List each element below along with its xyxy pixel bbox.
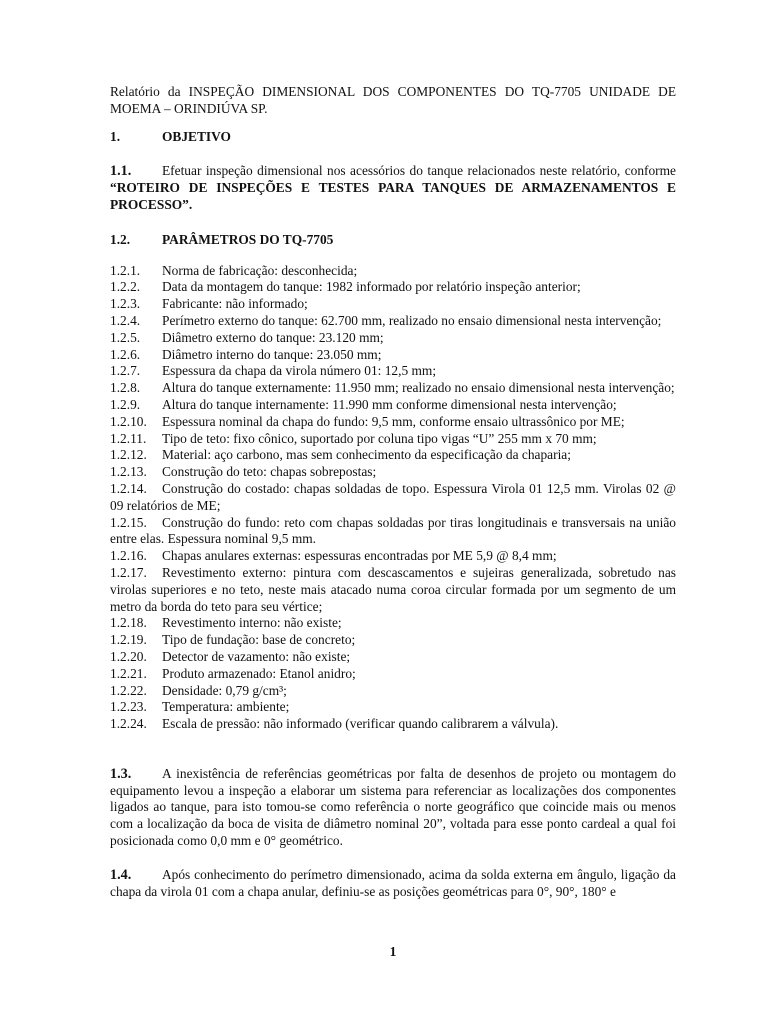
parameter-item — [110, 447, 676, 464]
paragraph-1-4 — [110, 867, 676, 901]
parameter-item — [110, 431, 676, 448]
page-number: 1 — [389, 944, 397, 959]
parameter-text: Detector de vazamento: não existe; — [162, 648, 351, 664]
parameter-item — [110, 330, 676, 347]
parameter-text: Revestimento interno: não existe; — [162, 615, 342, 631]
parameter-item — [110, 632, 676, 649]
parameter-list — [110, 263, 676, 733]
paragraph-1-1-text: Efetuar inspeção dimensional nos acessórios do tanque relacionados neste relatório, conforme — [162, 163, 676, 179]
parameter-number: 1.2.4. — [110, 312, 141, 328]
parameter-number: 1.2.5. — [110, 329, 141, 345]
parameter-number: 1.2.7. — [110, 363, 141, 379]
parameter-text: Espessura nominal da chapa do fundo: 9,5 mm, conforme ensaio ultrassônico por ME; — [162, 413, 625, 429]
parameter-item — [110, 347, 676, 364]
parameter-number: 1.2.23. — [110, 699, 147, 715]
paragraph-1-4-text: Após conhecimento do perímetro dimensionado, acima da solda externa em ângulo, ligação da chapa da virola 01 com a chapa anular, definiu-se as posições geométricas para 0°, 90°, 180° e — [110, 866, 676, 899]
parameter-item — [110, 263, 676, 280]
paragraph-1-3-text: A inexistência de referências geométricas por falta de desenhos de projeto ou montagem do equipamento levou a inspeção a elaborar um sistema para referenciar as localizações dos componentes ligados ao tanque, para isto tomou-se como referência o norte geográfico que coincide mais ou menos com a localização da boca de visita de diâmetro nominal 20”, voltada para esse ponto cardeal a qual foi posicionada como 0,0 mm e 0° geométrico. — [110, 765, 676, 849]
parameter-text: Escala de pressão: não informado (verificar quando calibrarem a válvula). — [162, 716, 559, 732]
parameter-text: Tipo de teto: fixo cônico, suportado por coluna tipo vigas “U” 255 mm x 70 mm; — [162, 430, 597, 446]
parameter-text: Produto armazenado: Etanol anidro; — [162, 665, 356, 681]
parameter-number: 1.2.11. — [110, 430, 147, 446]
parameter-item — [110, 548, 676, 565]
parameter-number: 1.2.13. — [110, 464, 147, 480]
parameter-item — [110, 397, 676, 414]
parameter-text: Diâmetro interno do tanque: 23.050 mm; — [162, 346, 382, 362]
parameter-text: Fabricante: não informado; — [162, 296, 308, 312]
parameter-item — [110, 615, 676, 632]
parameter-number: 1.2.17. — [110, 564, 147, 580]
parameter-text: Construção do fundo: reto com chapas soldadas por tiras longitudinais e transversais na união entre elas. Espessura nominal 9,5 mm. — [110, 514, 676, 547]
paragraph-1-3 — [110, 766, 676, 850]
parameter-item — [110, 279, 676, 296]
section-1-number: 1. — [110, 128, 121, 144]
parameter-item — [110, 649, 676, 666]
parameter-number: 1.2.12. — [110, 447, 147, 463]
parameter-item — [110, 464, 676, 481]
parameter-text: Altura do tanque externamente: 11.950 mm; realizado no ensaio dimensional nesta intervenção; — [162, 380, 675, 396]
section-1-heading — [110, 129, 676, 146]
parameter-number: 1.2.3. — [110, 296, 141, 312]
section-1-2-number: 1.2. — [110, 231, 131, 247]
parameter-item — [110, 683, 676, 700]
parameter-number: 1.2.2. — [110, 279, 141, 295]
parameter-number: 1.2.22. — [110, 682, 147, 698]
parameter-item — [110, 296, 676, 313]
parameter-text: Altura do tanque internamente: 11.990 mm conforme dimensional nesta intervenção; — [162, 396, 617, 412]
report-title: Relatório da INSPEÇÃO DIMENSIONAL DOS COMPONENTES DO TQ-7705 UNIDADE DE MOEMA – ORINDIÚVA SP. — [110, 84, 676, 116]
parameter-number: 1.2.16. — [110, 548, 147, 564]
section-1-2-heading — [110, 232, 676, 249]
section-1-2-title: PARÂMETROS DO TQ-7705 — [162, 231, 334, 247]
parameter-text: Temperatura: ambiente; — [162, 699, 290, 715]
parameter-item — [110, 565, 676, 615]
parameter-text: Diâmetro externo do tanque: 23.120 mm; — [162, 329, 384, 345]
paragraph-1-1 — [110, 163, 676, 213]
parameter-number: 1.2.9. — [110, 396, 141, 412]
paragraph-1-1-emphasis: “ROTEIRO DE INSPEÇÕES E TESTES PARA TANQUES DE ARMAZENAMENTOS E PROCESSO”. — [110, 180, 676, 212]
parameter-item — [110, 380, 676, 397]
parameter-text: Chapas anulares externas: espessuras encontradas por ME 5,9 @ 8,4 mm; — [162, 548, 557, 564]
parameter-number: 1.2.20. — [110, 648, 147, 664]
parameter-item — [110, 716, 676, 733]
paragraph-1-1-number: 1.1. — [110, 163, 132, 180]
parameter-text: Construção do costado: chapas soldadas de topo. Espessura Virola 01 12,5 mm. Virolas 02 @ 09 relatórios de ME; — [110, 480, 676, 513]
parameter-text: Construção do teto: chapas sobrepostas; — [162, 464, 377, 480]
parameter-number: 1.2.21. — [110, 665, 147, 681]
parameter-item — [110, 481, 676, 515]
parameter-number: 1.2.14. — [110, 480, 147, 496]
parameter-text: Perímetro externo do tanque: 62.700 mm, realizado no ensaio dimensional nesta intervenção; — [162, 312, 662, 328]
parameter-text: Espessura da chapa da virola número 01: 12,5 mm; — [162, 363, 437, 379]
parameter-item — [110, 666, 676, 683]
section-1-title: OBJETIVO — [162, 128, 231, 144]
parameter-item — [110, 313, 676, 330]
parameter-text: Material: aço carbono, mas sem conhecimento da especificação da chaparia; — [162, 447, 571, 463]
parameter-number: 1.2.8. — [110, 380, 141, 396]
paragraph-1-3-number: 1.3. — [110, 765, 132, 782]
parameter-item — [110, 699, 676, 716]
parameter-number: 1.2.10. — [110, 413, 147, 429]
parameter-number: 1.2.1. — [110, 262, 141, 278]
parameter-text: Densidade: 0,79 g/cm³; — [162, 682, 287, 698]
parameter-item — [110, 515, 676, 549]
parameter-number: 1.2.6. — [110, 346, 141, 362]
parameter-number: 1.2.18. — [110, 615, 147, 631]
parameter-text: Data da montagem do tanque: 1982 informado por relatório inspeção anterior; — [162, 279, 581, 295]
parameter-item — [110, 414, 676, 431]
parameter-text: Norma de fabricação: desconhecida; — [162, 262, 358, 278]
parameter-text: Tipo de fundação: base de concreto; — [162, 632, 356, 648]
parameter-number: 1.2.15. — [110, 514, 147, 530]
paragraph-1-4-number: 1.4. — [110, 866, 132, 883]
parameter-number: 1.2.24. — [110, 716, 147, 732]
parameter-number: 1.2.19. — [110, 632, 147, 648]
parameter-text: Revestimento externo: pintura com descascamentos e sujeiras generalizada, sobretudo nas virolas superiores e no teto, neste mais atacado numa coroa circular formada por um segmento de um metro da borda do teto para seu vértice; — [110, 564, 676, 614]
document-body — [110, 84, 676, 900]
parameter-item — [110, 363, 676, 380]
